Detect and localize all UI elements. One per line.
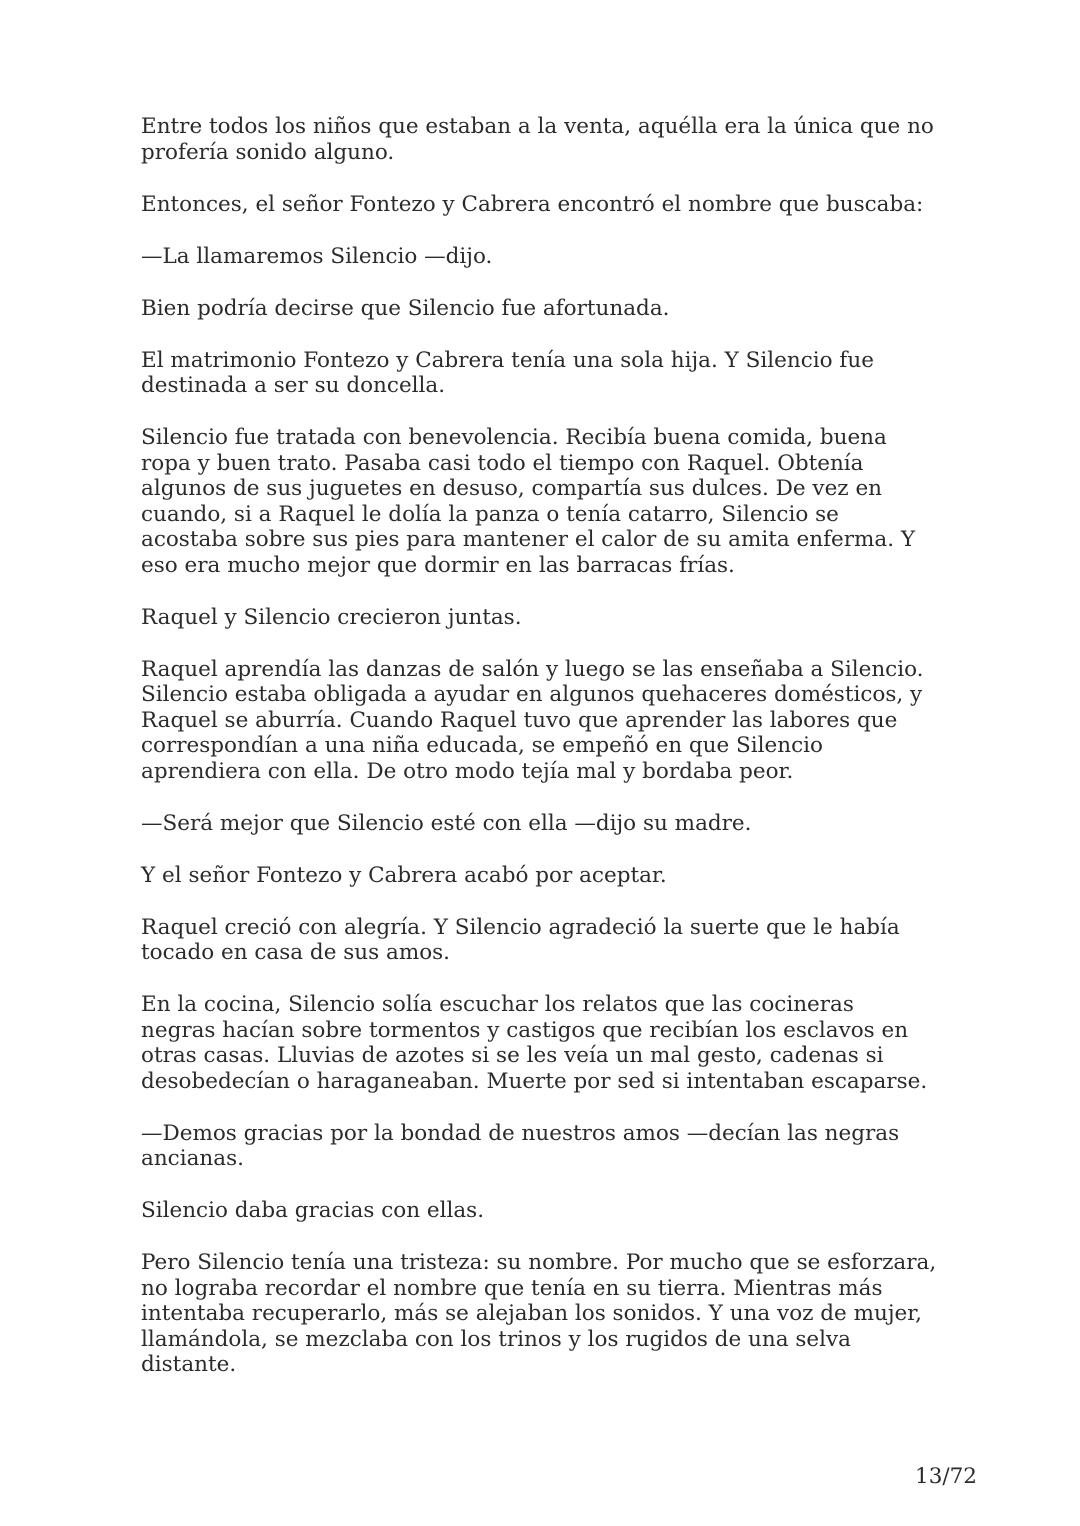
paragraph: Silencio fue tratada con benevolencia. Recibía buena comida, buena ropa y buen trato. Pasaba casi todo el tiempo con Raquel. Obtenía algunos de sus juguetes en desuso, compartía sus dulces. De vez en cuando, si a Raquel le dolía la panza o tenía catarro, Silencio se acostaba sobre sus pies para mantener el calor de su amita enferma. Y eso era mucho mejor que dormir en las barracas frías. [141,425,916,578]
paragraph: Pero Silencio tenía una tristeza: su nombre. Por mucho que se esforzara, no lograba recordar el nombre que tenía en su tierra. Mientras más intentaba recuperarlo, más se alejaban los sonidos. Y una voz de mujer, llamándola, se mezclaba con los trinos y los rugidos de una selva distante. [141,1250,937,1377]
paragraph: En la cocina, Silencio solía escuchar los relatos que las cocineras negras hacían sobre tormentos y castigos que recibían los esclavos en otras casas. Lluvias de azotes si se les veía un mal gesto, cadenas si desobedecían o haraganeaban. Muerte por sed si intentaban escaparse. [141,992,928,1094]
paragraph: Silencio daba gracias con ellas. [141,1198,485,1223]
page-number: 13/72 [915,1464,977,1489]
paragraph: Bien podría decirse que Silencio fue afortunada. [141,295,670,321]
paragraph: Raquel aprendía las danzas de salón y luego se las enseñaba a Silencio. Silencio estaba obligada a ayudar en algunos quehaceres domésticos, y Raquel se aburría. Cuando Raquel tuvo que aprender las labores que correspondían a una niña educada, se empeñó en que Silencio aprendiera con ella. De otro modo tejía mal y bordaba peor. [141,656,924,784]
paragraph: Raquel y Silencio crecieron juntas. [141,604,522,630]
paragraph: —Demos gracias por la bondad de nuestros amos —decían las negras ancianas. [141,1120,900,1171]
paragraph: Y el señor Fontezo y Cabrera acabó por aceptar. [141,862,667,888]
paragraph: Raquel creció con alegría. Y Silencio agradeció la suerte que le había tocado en casa de sus amos. [141,914,900,965]
paragraph: Entre todos los niños que estaban a la venta, aquélla era la única que no profería sonido alguno. [141,114,934,165]
paragraph: Entonces, el señor Fontezo y Cabrera encontró el nombre que buscaba: [141,191,924,217]
paragraph: El matrimonio Fontezo y Cabrera tenía una sola hija. Y Silencio fue destinada a ser su doncella. [141,347,874,398]
paragraph: —Será mejor que Silencio esté con ella —dijo su madre. [141,810,752,836]
paragraph: —La llamaremos Silencio —dijo. [141,243,493,269]
text-body [141,114,951,1404]
